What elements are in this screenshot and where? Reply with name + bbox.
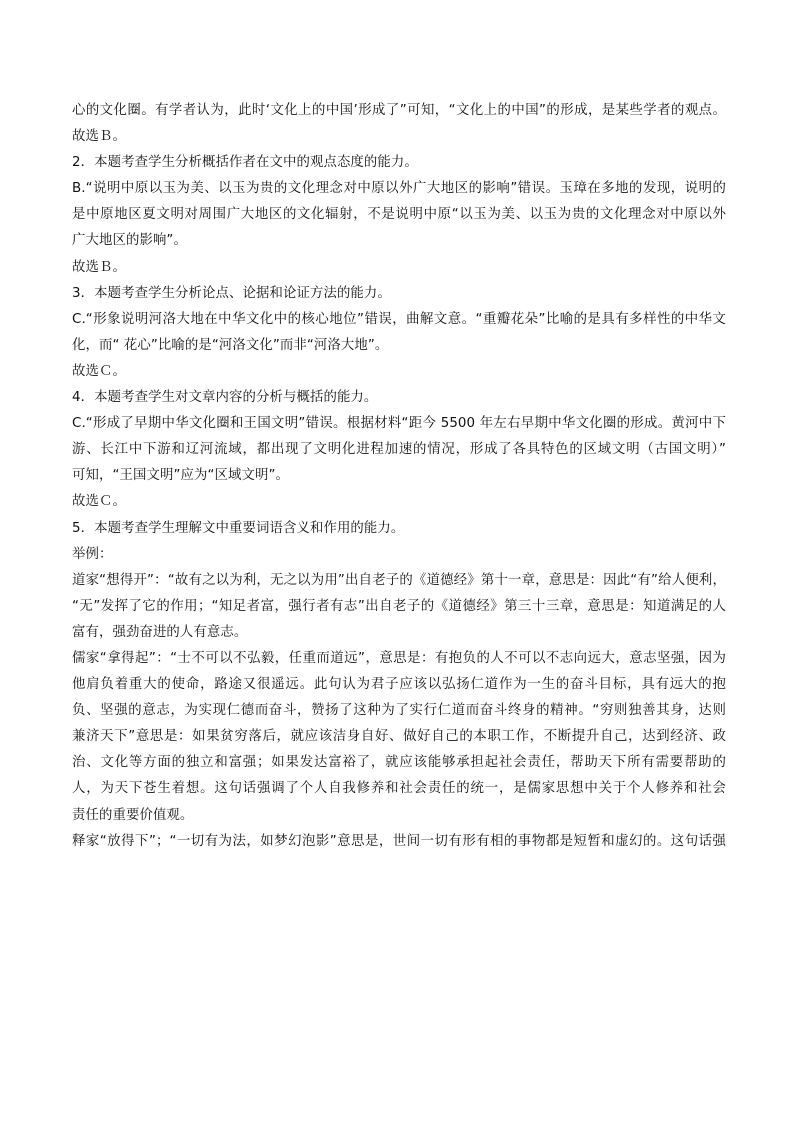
text-line: 人，为天下苍生着想。这句话强调了个人自我修养和社会责任的统一，是儒家思想中关于个人修养和社会	[72, 781, 726, 797]
text-line: 责任的重要价值观。	[72, 807, 194, 823]
text-line: 负、坚强的意志，为实现仁德而奋斗，赞扬了这种为了实行仁道而奋斗终身的精神。“穷则独善其身，达则	[72, 703, 726, 719]
text-line: 举例：	[72, 546, 113, 562]
text-line: 可知，“王国文明”应为“区域文明”。	[72, 468, 290, 484]
text-line: 游、长江中下游和辽河流域，都出现了文明化进程加速的情况，形成了各具特色的区域文明（古国文明）”	[72, 442, 726, 458]
text-line: 故选Ｃ。	[72, 494, 126, 510]
text-line: 治、文化等方面的独立和富强；如果发达富裕了，就应该能够承担起社会责任，帮助天下所有需要帮助的	[72, 755, 726, 771]
text-line: 广大地区的影响”。	[72, 233, 187, 249]
text-line: 故选Ｃ。	[72, 363, 126, 379]
text-line: 化，而“ 花心”比喻的是“河洛文化”而非“河洛大地”。	[72, 337, 389, 353]
text-line: 5．本题考查学生理解文中重要词语含义和作用的能力。	[72, 520, 405, 536]
text-line: 故选Ｂ。	[72, 259, 126, 275]
text-line: 3．本题考查学生分析论点、论据和论证方法的能力。	[72, 285, 391, 301]
text-line: 4．本题考查学生对文章内容的分析与概括的能力。	[72, 390, 378, 406]
text-line: 他肩负着重大的使命，路途又很遥远。此句认为君子应该以弘扬仁道作为一生的奋斗目标，具有远大的抱	[72, 677, 726, 693]
text-line: 是中原地区夏文明对周围广大地区的文化辐射，不是说明中原“以玉为美、以玉为贵的文化理念对中原以外	[72, 207, 726, 223]
text-line: “无”发挥了它的作用；“知足者富，强行者有志”出自老子的《道德经》第三十三章，意思是：知道满足的人	[72, 598, 726, 614]
text-line: 2．本题考查学生分析概括作者在文中的观点态度的能力。	[72, 155, 418, 171]
text-line: 道家“想得开”：“故有之以为利，无之以为用”出自老子的《道德经》第十一章，意思是：因此“有”给人便利，	[72, 572, 726, 588]
text-line: 释家“放得下”；“一切有为法，如梦幻泡影”意思是，世间一切有形有相的事物都是短暂和虚幻的。这句话强	[72, 833, 726, 849]
text-line: 儒家“拿得起”：“士不可以不弘毅，任重而道远”，意思是：有抱负的人不可以不志向远大，意志坚强，因为	[72, 650, 726, 666]
text-line: 心的文化圈。有学者认为，此时‘文化上的中国’形成了”可知，“文化上的中国”的形成，是某些学者的观点。	[72, 103, 726, 118]
text-line: C.“形成了早期中华文化圈和王国文明”错误。根据材料“距今 5500 年左右早期中华文化圈的形成。黄河中下	[72, 416, 726, 432]
text-line: C.“形象说明河洛大地在中华文化中的核心地位”错误，曲解文意。“重瓣花朵”比喻的是具有多样性的中华文	[72, 311, 726, 327]
document-body	[72, 98, 726, 855]
text-line: 兼济天下”意思是：如果贫穷落后，就应该洁身自好、做好自己的本职工作，不断提升自己，达到经济、政	[72, 729, 726, 745]
text-line: B.“说明中原以玉为美、以玉为贵的文化理念对中原以外广大地区的影响”错误。玉璋在多地的发现，说明的	[72, 181, 726, 197]
text-line: 富有，强劲奋进的人有意志。	[72, 624, 248, 640]
text-line: 故选Ｂ。	[72, 129, 126, 145]
